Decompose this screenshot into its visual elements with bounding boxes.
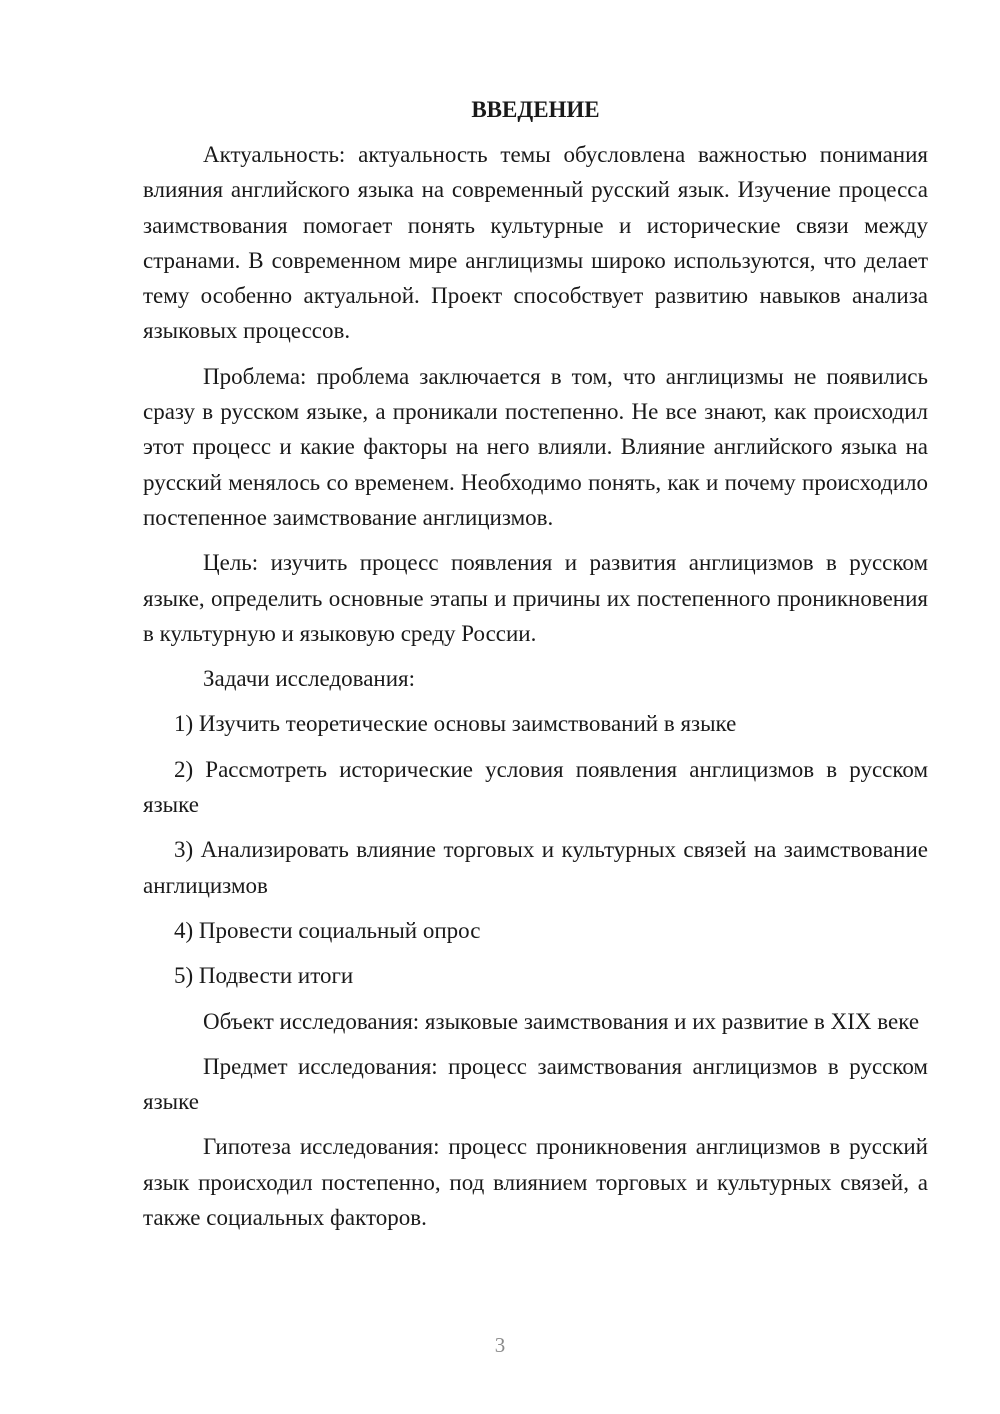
paragraph-goal: Цель: изучить процесс появления и развития англицизмов в русском языке, определить основные этапы и причины их постепенного проникновения в культурную и языковую среду России. [143,550,928,646]
list-item: 2) Рассмотреть исторические условия появления англицизмов в русском языке [143,756,928,818]
paragraph-object: Объект исследования: языковые заимствования и их развитие в XIX веке [203,1008,920,1034]
list-item: 3) Анализировать влияние торговых и культурных связей на заимствование англицизмов [143,837,928,898]
document-page [143,92,928,1235]
paragraph-relevance: Актуальность: актуальность темы обусловлена важностью понимания влияния английского языка на современный русский язык. Изучение процесса заимствования помогает понять культурные и исторические связи между странами. В современном мире англицизмы широко используются, что делает тему особенно актуальной. Проект способствует развитию навыков анализа языковых процессов. [143,142,928,344]
paragraph-problem: Проблема: проблема заключается в том, что англицизмы не появились сразу в русском языке, а проникали постепенно. Не все знают, как происходил этот процесс и какие факторы на него влияли. Влияние английского языка на русский менялось со временем. Необходимо понять, как и почему происходило постепенное заимствование англицизмов. [143,363,928,530]
list-item: 5) Подвести итоги [174,963,354,989]
paragraph-hypothesis: Гипотеза исследования: процесс проникновения англицизмов в русский язык происходил постепенно, под влиянием торговых и культурных связей, а также социальных факторов. [143,1134,928,1231]
paragraph-subject: Предмет исследования: процесс заимствования англицизмов в русском языке [143,1053,928,1115]
list-item: 4) Провести социальный опрос [174,917,481,943]
section-title: ВВЕДЕНИЕ [471,97,600,122]
page-number: 3 [494,1333,506,1357]
list-item: 1) Изучить теоретические основы заимствований в языке [174,711,737,737]
tasks-heading: Задачи исследования: [203,666,416,692]
